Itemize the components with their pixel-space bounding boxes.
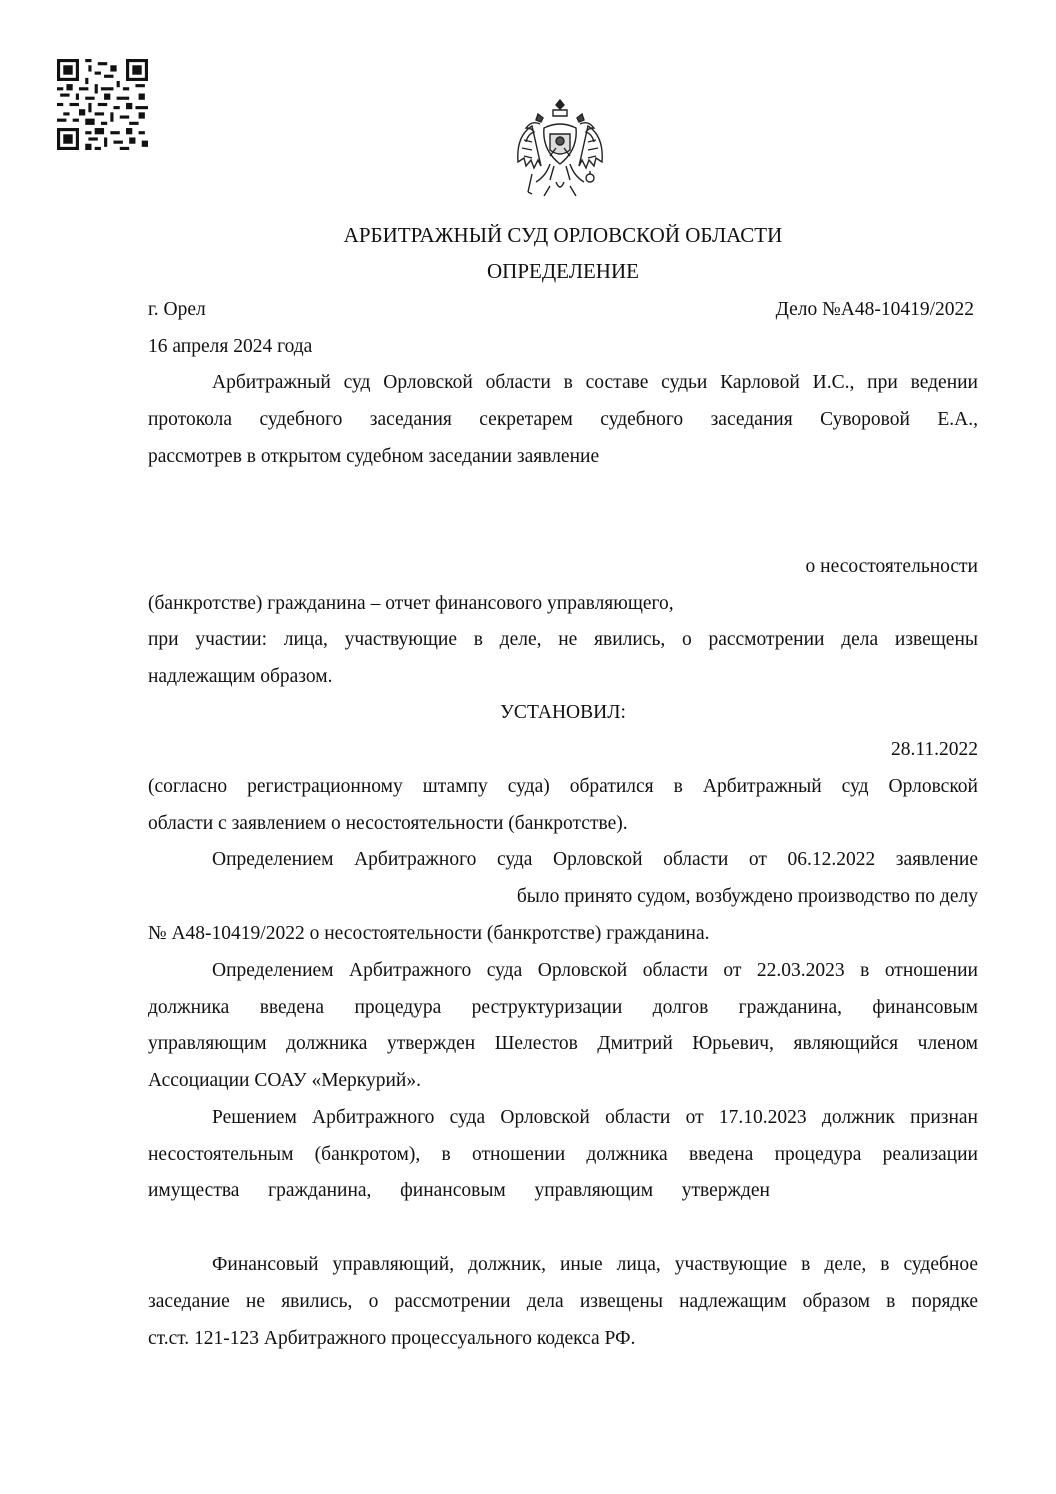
court-name: АРБИТРАЖНЫЙ СУД ОРЛОВСКОЙ ОБЛАСТИ (343, 223, 783, 247)
paragraph-line: ст.ст. 121-123 Арбитражного процессуального кодекса РФ. (148, 1328, 636, 1349)
paragraph-line: имущества гражданина, финансовым управляющим утвержден (148, 1180, 770, 1201)
document-type: ОПРЕДЕЛЕНИЕ (487, 259, 639, 283)
paragraph-line: управляющим должника утвержден Шелестов Дмитрий Юрьевич, являющийся членом (148, 1033, 978, 1054)
paragraph-line: рассмотрев в открытом судебном заседании заявление (148, 446, 600, 467)
paragraph-line: № А48-10419/2022 о несостоятельности (банкротстве) гражданина. (148, 923, 710, 944)
city: г. Орел (148, 299, 206, 320)
paragraph-line: Ассоциации СОАУ «Меркурий». (148, 1070, 421, 1091)
paragraph-line: протокола судебного заседания секретарем судебного заседания Суворовой Е.А., (148, 409, 978, 430)
paragraph-line: должника введена процедура реструктуризации долгов гражданина, финансовым (148, 997, 978, 1018)
paragraph-line: Определением Арбитражного суда Орловской области от 06.12.2022 заявление (212, 849, 978, 870)
document-date: 16 апреля 2024 года (148, 336, 313, 357)
paragraph-line: при участии: лица, участвующие в деле, не явились, о рассмотрении дела извещены (148, 629, 978, 650)
paragraph-line: Определением Арбитражного суда Орловской области от 22.03.2023 в отношении (212, 960, 978, 981)
paragraph-line: было принято судом, возбуждено производство по делу (516, 886, 978, 907)
paragraph-line: Финансовый управляющий, должник, иные лица, участвующие в деле, в судебное (212, 1254, 978, 1275)
paragraph-line: Решением Арбитражного суда Орловской области от 17.10.2023 должник признан (212, 1107, 978, 1128)
paragraph-line: (банкротстве) гражданина – отчет финансового управляющего, (148, 593, 674, 614)
paragraph-line: (согласно регистрационному штампу суда) обратился в Арбитражный суд Орловской (148, 776, 978, 797)
paragraph-line: несостоятельным (банкротом), в отношении должника введена процедура реализации (148, 1144, 978, 1165)
qr-code-icon (57, 59, 148, 150)
filing-date: 28.11.2022 (890, 739, 978, 760)
paragraph-line: Арбитражный суд Орловской области в составе судьи Карловой И.С., при ведении (212, 372, 978, 393)
paragraph-line: заседание не явились, о рассмотрении дела извещены надлежащим образом в порядке (148, 1291, 978, 1312)
section-heading: УСТАНОВИЛ: (500, 702, 626, 723)
paragraph-line: о несостоятельности (805, 556, 978, 577)
paragraph-line: области с заявлением о несостоятельности (банкротстве). (148, 813, 628, 834)
case-number: Дело №А48-10419/2022 (775, 299, 974, 320)
paragraph-line: надлежащим образом. (148, 666, 333, 687)
coat-of-arms-icon (510, 96, 610, 200)
